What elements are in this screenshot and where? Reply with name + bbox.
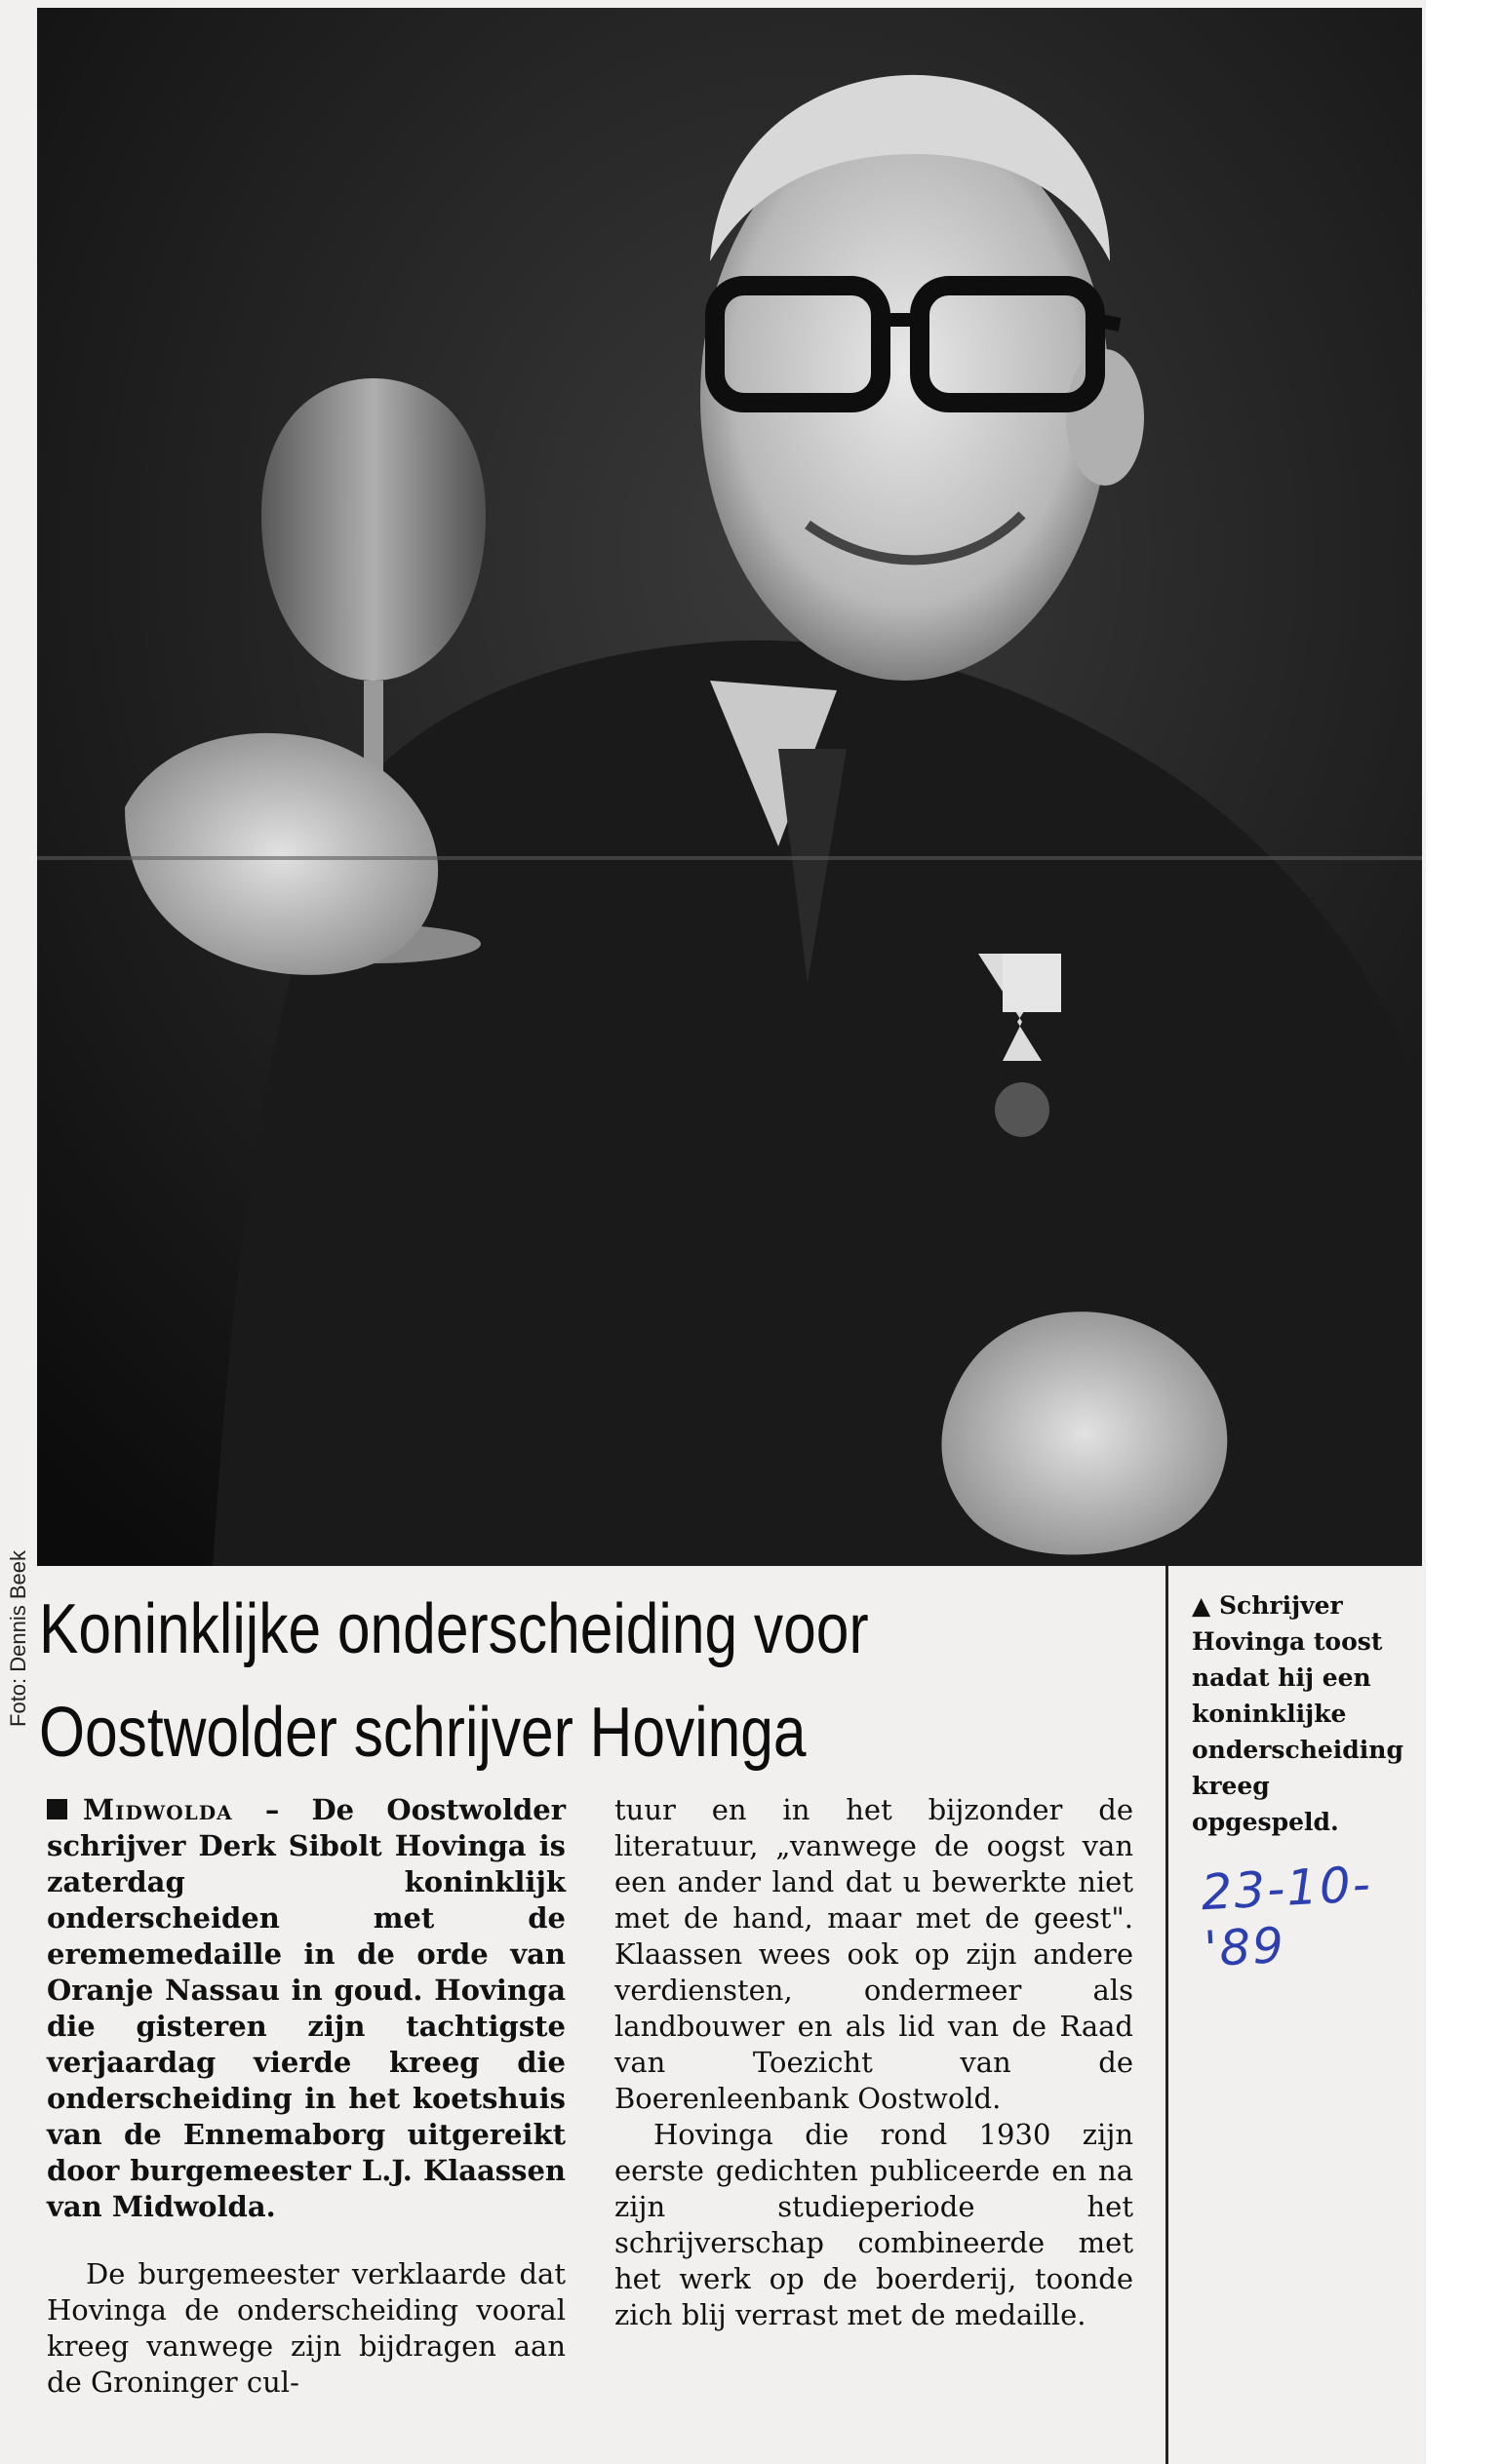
photo-credit-text: Foto: Dennis Beek — [6, 1550, 30, 1727]
article-lead-text: – De Oostwolder schrijver Derk Sibolt Hovinga is zaterdag koninklijk onderscheiden met de erememedaille in de orde van Oranje Nassau in goud. Hovinga die gisteren zijn tachtigste verjaardag vierde kreeg die onderscheiding in het koetshuis van de Ennemaborg uitgereikt door burgemeester L.J. Klaassen van Midwolda. — [47, 1793, 566, 2223]
column-divider — [1165, 1566, 1168, 2464]
article-dateline: Midwolda — [83, 1793, 233, 1826]
scan-margin — [1426, 0, 1501, 2464]
article-column-right — [614, 1792, 1133, 2333]
article-paragraph-2: Hovinga die rond 1930 zijn eerste gedichten publiceerde en na zijn studieperiode het schrijverschap combineerde met het werk op de boerderij, toonde zich blij verrast met de medaille. — [614, 2118, 1133, 2331]
caption-marker-icon: ▲ — [1192, 1591, 1211, 1620]
photo-illustration — [37, 8, 1422, 1566]
article-paragraph-1: De burgemeester verklaarde dat Hovinga de onderscheiding vooral kreeg vanwege zijn bijdragen aan de Groninger cul- — [47, 2257, 566, 2399]
article-lead — [47, 1792, 566, 2225]
headline-line-2: Oostwolder schrijver Hovinga — [39, 1694, 807, 1772]
article-paragraph-1-continued: tuur en in het bijzonder de literatuur, „vanwege de oogst van een ander land dat u bewerkte niet met de hand, maar met de geest". Klaassen wees ook op zijn andere verdiensten, ondermeer als landbouwer en als lid van de Raad van Toezicht van de Boerenleenbank Oostwold. — [614, 1793, 1133, 2115]
photo-caption — [1192, 1587, 1416, 1840]
article-column-left — [47, 1792, 566, 2401]
bullet-square-icon — [47, 1799, 67, 1819]
article-photo — [37, 8, 1422, 1566]
caption-text: Schrijver Hovinga toost nadat hij een koninklijke onderscheiding kreeg opgespeld. — [1192, 1591, 1403, 1836]
headline-line-1: Koninklijke onderscheiding voor — [39, 1590, 869, 1668]
handwritten-date: 23-10-'89 — [1200, 1856, 1374, 1978]
photo-credit — [2, 1550, 31, 1745]
headline — [39, 1578, 981, 1784]
